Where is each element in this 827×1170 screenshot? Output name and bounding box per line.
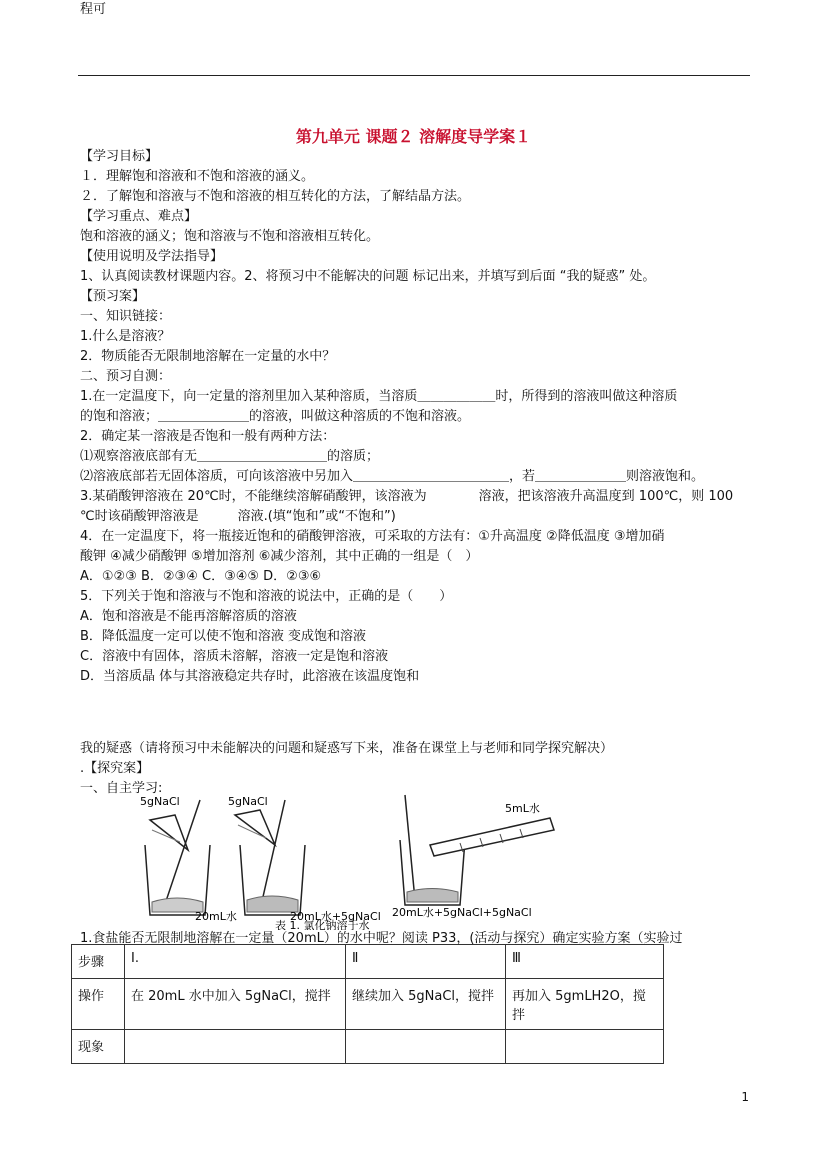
text-line: ⑵溶液底部若无固体溶质，可向该溶液中另加入＿＿＿＿＿＿＿＿＿＿＿＿，若＿＿＿＿＿＿＿则溶液饱和。 — [80, 469, 705, 484]
text-line: 1.什么是溶液？ — [80, 329, 171, 344]
stir-rod-3 — [405, 795, 415, 900]
beaker-label-1: 20mL水 — [195, 910, 237, 923]
table-row — [72, 1030, 664, 1064]
table-cell: Ⅱ — [346, 945, 506, 979]
text-line: D．当溶质晶 体与其溶液稳定共存时，此溶液在该温度饱和 — [80, 669, 420, 684]
beaker-label-3: 20mL水+5gNaCl+5gNaCl — [392, 906, 532, 919]
text-line: 【学习目标】 — [80, 149, 159, 164]
table-cell — [346, 1030, 506, 1064]
salt-spatula-1 — [150, 815, 188, 850]
text-line: 1、认真阅读教材课题内容。2、将预习中不能解决的问题 标记出来，并填写到后面 “我的疑惑” 处。 — [80, 269, 656, 284]
text-line: A．饱和溶液是不能再溶解溶质的溶液 — [80, 609, 297, 624]
text-line: 酸钾 ④减少硝酸钾 ⑤增加溶剂 ⑥减少溶剂，其中正确的一组是（ ） — [80, 549, 479, 564]
text-line: 饱和溶液的涵义；饱和溶液与不饱和溶液相互转化。 — [80, 229, 380, 244]
text-line: 3.某硝酸钾溶液在 20℃时，不能继续溶解硝酸钾，该溶液为 溶液，把该溶液升高温度到 100℃，则 100 — [80, 489, 734, 504]
beaker-label-2: 20mL水+5gNaCl — [290, 910, 381, 923]
page-title: 第九单元 课题２ 溶解度导学案１ — [295, 127, 532, 146]
text-line: A．①②③ B．②③④ C．③④⑤ D．②③⑥ — [80, 569, 322, 584]
text-line: 5．下列关于饱和溶液与不饱和溶液的说法中，正确的是（ ） — [80, 589, 453, 604]
experiment-figure — [130, 790, 570, 930]
page-number: 1 — [741, 1090, 749, 1104]
table-cell: 继续加入 5gNaCl，搅拌 — [346, 979, 506, 1030]
text-line: ２．了解饱和溶液与不饱和溶液的相互转化的方法，了解结晶方法。 — [80, 189, 471, 204]
text-line: 2．确定某一溶液是否饱和一般有两种方法： — [80, 429, 336, 444]
experiment-table — [71, 944, 664, 1064]
text-line: 【使用说明及学法指导】 — [80, 249, 224, 264]
text-line: B．降低温度一定可以使不饱和溶液 变成饱和溶液 — [80, 629, 367, 644]
table-cell: 在 20mL 水中加入 5gNaCl，搅拌 — [125, 979, 346, 1030]
table-cell — [506, 1030, 664, 1064]
table-cell: Ⅰ. — [125, 945, 346, 979]
text-line: ⑴观察溶液底部有无＿＿＿＿＿＿＿＿＿＿的溶质； — [80, 449, 380, 464]
text-line: 4．在一定温度下，将一瓶接近饱和的硝酸钾溶液，可采取的方法有：①升高温度 ②降低温度 ③增加硝 — [80, 529, 665, 544]
water-label: 5mL水 — [505, 802, 540, 815]
salt-label-2: 5gNaCl — [228, 795, 268, 808]
table-row — [72, 979, 664, 1030]
text-line: 1.食盐能否无限制地溶解在一定量（20mL）的水中呢？阅读 P33，(活动与探究）确定实验方案（实验过 — [80, 931, 683, 946]
salt-spatula-2 — [235, 810, 275, 845]
text-line: 【预习案】 — [80, 289, 146, 304]
text-line: 1.在一定温度下，向一定量的溶剂里加入某种溶质，当溶质＿＿＿＿＿＿时，所得到的溶液叫做这种溶质 — [80, 389, 678, 404]
figure-caption: 表 1. 氯化钠溶于水 — [275, 919, 370, 930]
text-line: 二、预习自测： — [80, 369, 172, 384]
text-line: 程可 — [80, 2, 107, 17]
text-line: ℃时该硝酸钾溶液是 溶液.(填“饱和”或“不饱和”) — [80, 509, 396, 524]
text-line: 我的疑惑（请将预习中未能解决的问题和疑惑写下来，准备在课堂上与老师和同学探究解决） — [80, 741, 614, 756]
text-line: .【探究案】 — [80, 761, 150, 776]
text-line: １．理解饱和溶液和不饱和溶液的涵义。 — [80, 169, 315, 184]
text-line: 一、知识链接： — [80, 309, 172, 324]
stir-rod-2 — [260, 800, 285, 910]
text-line: 2．物质能否无限制地溶解在一定量的水中？ — [80, 349, 336, 364]
table-cell: 步骤 — [72, 945, 125, 979]
liquid-3 — [407, 889, 458, 903]
text-line: 的饱和溶液；＿＿＿＿＿＿＿的溶液，叫做这种溶质的不饱和溶液。 — [80, 409, 471, 424]
table-cell: 再加入 5gmLH2O，搅拌 — [506, 979, 664, 1030]
header-rule — [78, 75, 750, 76]
table-cell: Ⅲ — [506, 945, 664, 979]
table-row — [72, 945, 664, 979]
table-cell: 现象 — [72, 1030, 125, 1064]
salt-label-1: 5gNaCl — [140, 795, 180, 808]
table-cell — [125, 1030, 346, 1064]
table-cell: 操作 — [72, 979, 125, 1030]
text-line: 一、自主学习: — [80, 781, 163, 796]
text-line: C．溶液中有固体，溶质未溶解，溶液一定是饱和溶液 — [80, 649, 389, 664]
graduated-cylinder — [430, 818, 554, 856]
text-line: 【学习重点、难点】 — [80, 209, 198, 224]
